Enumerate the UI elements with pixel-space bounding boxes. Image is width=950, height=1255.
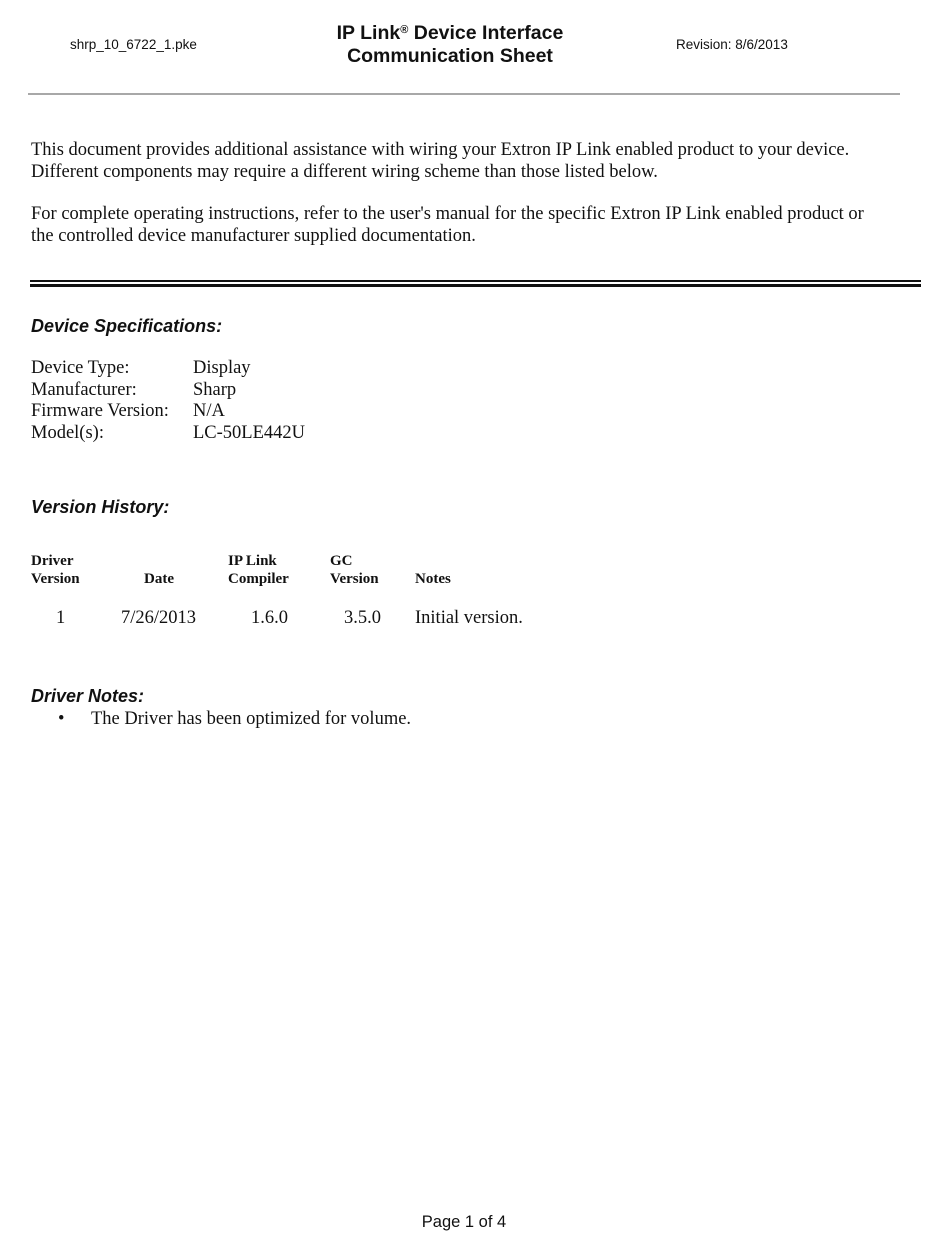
header-filename: shrp_10_6722_1.pke <box>70 37 197 52</box>
spec-row-manufacturer <box>31 380 236 402</box>
title-prefix: IP Link <box>336 22 401 44</box>
spec-value: N/A <box>193 401 225 421</box>
cell-ip-link-compiler: 1.6.0 <box>251 608 288 628</box>
cell-date: 7/26/2013 <box>121 608 197 628</box>
col-header-driver-version: Driver Version <box>31 553 80 587</box>
col-header-gc-version: GC Version <box>330 553 379 587</box>
version-history-title: Version History: <box>31 497 170 517</box>
header-divider <box>28 93 900 95</box>
intro-p2-line1: For complete operating instructions, refer to the user's manual for the specific Extron IP Link enabled product or <box>31 204 864 224</box>
driver-note-text: The Driver has been optimized for volume. <box>91 709 412 729</box>
intro-p1-line2: Different components may require a different wiring scheme than those listed below. <box>31 161 658 182</box>
page-title <box>300 22 600 68</box>
double-divider-top <box>30 280 921 282</box>
spec-row-device-type <box>31 358 251 380</box>
intro-paragraph-2 <box>31 204 911 247</box>
registered-mark: ® <box>400 24 409 36</box>
spec-value: Sharp <box>193 380 237 400</box>
header-revision: Revision: 8/6/2013 <box>676 37 788 52</box>
spec-label: Firmware Version: <box>31 401 169 421</box>
spec-label: Model(s): <box>31 423 104 443</box>
title-line2: Communication Sheet <box>347 45 553 67</box>
driver-notes-title: Driver Notes: <box>31 686 145 706</box>
page-number: Page 1 of 4 <box>421 1213 507 1231</box>
col-header-ip-link-compiler: IP Link Compiler <box>228 553 289 587</box>
spec-value: LC-50LE442U <box>193 423 306 443</box>
spec-row-firmware <box>31 401 225 423</box>
intro-p2-line2: the controlled device manufacturer supplied documentation. <box>31 225 476 246</box>
cell-notes: Initial version. <box>415 608 523 628</box>
bullet-icon: • <box>58 709 65 729</box>
col-header-date: Date <box>144 570 174 587</box>
spec-label: Device Type: <box>31 358 130 378</box>
driver-note-item <box>58 709 411 730</box>
cell-driver-version: 1 <box>56 608 66 628</box>
spec-value: Display <box>193 358 251 378</box>
intro-paragraph-1 <box>31 140 911 183</box>
intro-p1-line1: This document provides additional assistance with wiring your Extron IP Link enabled product to your device. <box>31 140 850 160</box>
title-suffix: Device Interface <box>408 22 564 44</box>
device-specs-title: Device Specifications: <box>31 316 223 336</box>
spec-label: Manufacturer: <box>31 380 137 400</box>
spec-row-models <box>31 423 305 445</box>
double-divider-bottom <box>30 284 921 287</box>
cell-gc-version: 3.5.0 <box>344 608 381 628</box>
col-header-notes: Notes <box>415 570 451 587</box>
